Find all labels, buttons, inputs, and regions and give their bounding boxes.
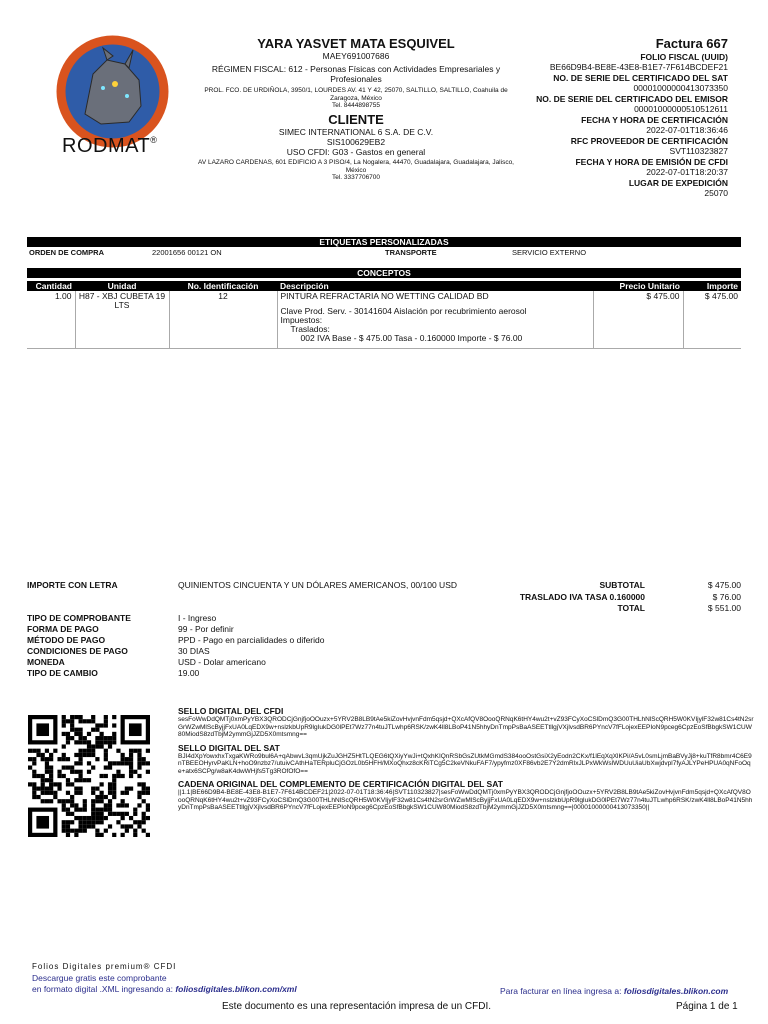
transport-label: TRANSPORTE [385,248,437,257]
row-id: 12 [169,291,277,349]
po-value: 22001656 00121 ON [152,248,222,257]
issuer-regime: RÉGIMEN FISCAL: 612 - Personas Físicas con Actividades Empresariales y Profesionales [211,64,501,84]
download-line-2-text: en formato digital .XML ingresando a: [32,984,173,994]
payment-row [27,624,427,635]
total-value: $ 551.00 [707,603,741,613]
payment-value: 19.00 [178,668,200,678]
issuer-block [196,36,516,110]
subtotal-label: SUBTOTAL [599,580,645,590]
download-line-1: Descargue gratis este comprobante [32,973,167,983]
client-rfc: SIS100629EB2 [326,137,386,147]
col-header-amount: Importe [683,281,741,291]
payment-label: FORMA DE PAGO [27,624,99,634]
payment-info [27,613,427,679]
payment-row [27,646,427,657]
uuid-value: BE66D9B4-BE8E-43E8-B1E7-7F614BCDEF21 [549,62,728,72]
sat-cert-label: NO. DE SERIE DEL CERTIFICADO DEL SAT [553,73,728,83]
uuid-label: FOLIO FISCAL (UUID) [640,52,728,62]
client-block [196,112,516,182]
chain-value: ||1.1|BE66D9B4-BE8E-43E8-B1E7-7F614BCDEF21|2022-07-01T18:36:46|SVT110323827|sesFoWwDdQMTj0xmPyYBX3QRODCjGnjfjoOOuzx+5YRV2B8LB9tAe5kiZovHvjvnFdm5qsjd+QXcAfQV8OooQRNqK6tHY4wu2t+vZ93FCyXoCSlDmQ3G00THLhNlScQRH5W0KVIjylF32w81Cs4tN2srGrWZwMlScByjjFxUA0LqEDX9w+nslzkbUpR9lgIukDG0lPEt7Wz77n4tuJTLwhp6RSK/zwK4ll8LBoP41N5hhyDnTmpPsBaASEETtllgjVXjlvsdBR6PYncV7fFLojexEEPIoN9pceg6CpzEoSfBbgkSW1CUW80MiodS8zdTbjM2ymmGjJZD5X0mtsmng==|00001000000413073350|| [178,789,753,811]
invoice-online-note [500,986,728,996]
subtotal-value: $ 475.00 [707,580,741,590]
brand-name [62,135,172,158]
row-amount: $ 475.00 [683,291,741,349]
payment-label: MÉTODO DE PAGO [27,635,106,645]
row-description [277,291,593,349]
payment-value: 99 - Por definir [178,624,234,634]
concepts-header-row [27,281,741,291]
issuer-name: YARA YASVET MATA ESQUIVEL [257,36,455,51]
client-address: AV LAZARO CARDENAS, 601 EDIFICIO A 3 PISO/4, La Nogalera, 44470, Guadalajara, Guadalajara, Jalisco, México [197,159,514,174]
concepts-heading: CONCEPTOS [27,268,741,278]
client-cfdi-use: USO CFDI: G03 - Gastos en general [286,147,426,157]
row-unit: H87 - XBJ CUBETA 19 LTS [75,291,169,349]
col-header-desc: Descripción [277,281,593,291]
payment-row [27,635,427,646]
row-price: $ 475.00 [593,291,683,349]
chain-label: CADENA ORIGINAL DEL COMPLEMENTO DE CERTIFICACIÓN DIGITAL DEL SAT [178,779,503,789]
payment-value: I - Ingreso [178,613,217,623]
pac-value: SVT110323827 [669,146,728,156]
seals-block [178,706,754,812]
pac-label: RFC PROVEEDOR DE CERTIFICACIÓN [570,136,728,146]
payment-row [27,613,427,624]
payment-label: TIPO DE COMPROBANTE [27,613,131,623]
row-impuestos: Impuestos: [280,315,323,325]
payment-value: 30 DIAS [178,646,210,656]
brand-text: RODMAT [62,135,151,157]
custom-tags-heading: ETIQUETAS PERSONALIZADAS [27,237,741,247]
col-header-qty: Cantidad [27,281,75,291]
total-label: TOTAL [617,603,645,613]
table-row [27,291,741,349]
brand-registered-mark: ® [150,135,158,145]
disclaimer: Este documento es una representación impresa de un CFDI. [222,1001,492,1012]
row-clave: Clave Prod. Serv. - 30141604 Aislación por recubrimiento aerosol [280,306,527,316]
payment-label: CONDICIONES DE PAGO [27,646,128,656]
payment-row [27,657,427,668]
page-number: Página 1 de 1 [676,1001,738,1012]
amount-words-value: QUINIENTOS CINCUENTA Y UN DÓLARES AMERICANOS, 00/100 USD [178,580,458,590]
payment-value: PPD - Pago en parcialidades o diferido [178,635,325,645]
col-header-id: No. Identificación [169,281,277,291]
client-name: SIMEC INTERNATIONAL 6 S.A. DE C.V. [278,127,434,137]
transport-value: SERVICIO EXTERNO [512,248,587,257]
cert-date-value: 2022-07-01T18:36:46 [646,125,728,135]
client-heading: CLIENTE [328,112,384,127]
invoice-title: Factura 667 [655,36,728,51]
payment-row [27,668,427,679]
col-header-price: Precio Unitario [593,281,683,291]
issuer-cert-label: NO. DE SERIE DEL CERTIFICADO DEL EMISOR [536,94,728,104]
rodmat-logo [55,34,170,149]
invoice-info [520,36,728,199]
row-qty: 1.00 [27,291,75,349]
payment-label: TIPO DE CAMBIO [27,668,98,678]
sat-seal-label: SELLO DIGITAL DEL SAT [178,742,280,753]
col-header-unit: Unidad [75,281,169,291]
cert-date-label: FECHA Y HORA DE CERTIFICACIÓN [581,115,728,125]
issuer-address: PROL. FCO. DE URDIÑOLA, 3950/1, LOURDES AV. 41 Y 42, 25070, SALTILLO, SALTILLO, Coahuila de Zaragoza, México [204,87,508,102]
row-traslados: Traslados: [290,324,330,334]
payment-label: MONEDA [27,657,65,667]
row-desc-text: PINTURA REFRACTARIA NO WETTING CALIDAD BD [280,291,489,301]
emit-date-value: 2022-07-01T18:20:37 [646,167,728,177]
po-label: ORDEN DE COMPRA [29,248,105,257]
iva-value: $ 76.00 [712,592,741,602]
place-label: LUGAR DE EXPEDICIÓN [628,178,728,188]
issuer-cert-value: 00001000000510512611 [634,104,728,114]
provider-text: Folios Digitales premium® CFDI [32,962,177,971]
sat-cert-value: 00001000000413073350 [633,83,728,93]
concepts-table [27,281,741,349]
row-tax-line: 002 IVA Base - $ 475.00 Tasa - 0.160000 Importe - $ 76.00 [300,333,523,343]
download-note [32,973,297,995]
invoice-online-link[interactable]: foliosdigitales.blikon.com [623,986,729,996]
issuer-rfc: MAEY691007686 [322,51,390,61]
emit-date-label: FECHA Y HORA DE EMISIÓN DE CFDI [575,157,728,167]
amount-words-label: IMPORTE CON LETRA [27,580,118,590]
invoice-online-text: Para facturar en línea ingresa a: [500,986,622,996]
download-line-2 [32,984,297,995]
sat-seal-value: BJI4dXpYowxhxTxgaKWRo9bul6A+qAbwvL3qmUjkZuJGHZ5HtTLQEG6tQXiyYwJi+tQxhKIQnRSbGsZUtkMGmdS384ooOstGsiX2yEodn2CKx/f1lEqXqXlKPi/A5vL0smLjmBaBVyJj8+kuTfR8bmr4C6E9nTBEEOHyrvPaKLN+hoO9nzbz7/utuivCAthHaTERpluCjGOzL0b5HFH/MXoQhxz8cKRiTCg5C2keVNkuFAF7/ypyfmz0XF86vb2E7Y2dmRlxJLPxWkWslWDUuUiaUbXwjdvpl7fyAJLYPeHPUA0qNFoOqe+atx6SCPg/w8aK4dwWHjfs5Tg3ROfOfO== [178,752,752,775]
iva-label: TRASLADO IVA TASA 0.160000 [519,592,645,602]
client-phone: Tel. 3337706700 [331,174,381,181]
payment-value: USD - Dolar americano [178,657,266,667]
issuer-phone: Tel. 8444898755 [331,102,381,109]
place-value: 25070 [704,188,728,198]
cfdi-seal-label: SELLO DIGITAL DEL CFDI [178,706,284,716]
qr-code [28,715,150,837]
download-link[interactable]: foliosdigitales.blikon.com/xml [175,984,297,994]
cfdi-seal-value: sesFoWwDdQMTj0xmPyYBX3QRODCjGnjfjoOOuzx+5YRV2B8LB9tAe5kiZovHvjvnFdm5qsjd+QXcAfQV8OooQRNqK6tHY4wu2t+vZ93FCyXoCSlDmQ3G00THLhNlScQRH5W0KVIjylF32w81Cs4tN2srGrWZwMlScByjjFxUA0LqEDX9w+nslzkbUpR9lgIukDG0lPEt7Wz77n4tuJTLwhp6RSK/zwK4ll8LBoP41N5hhyDnTmpPsBaASEETtllgjVXjlvsdBR6PYncV7fFLojexEEPIoN9pceg6CpzEoSfBbgkSW1CUW80MiodS8zdTbjM2ymmGjJZD5X0mtsmng== [178,716,754,738]
